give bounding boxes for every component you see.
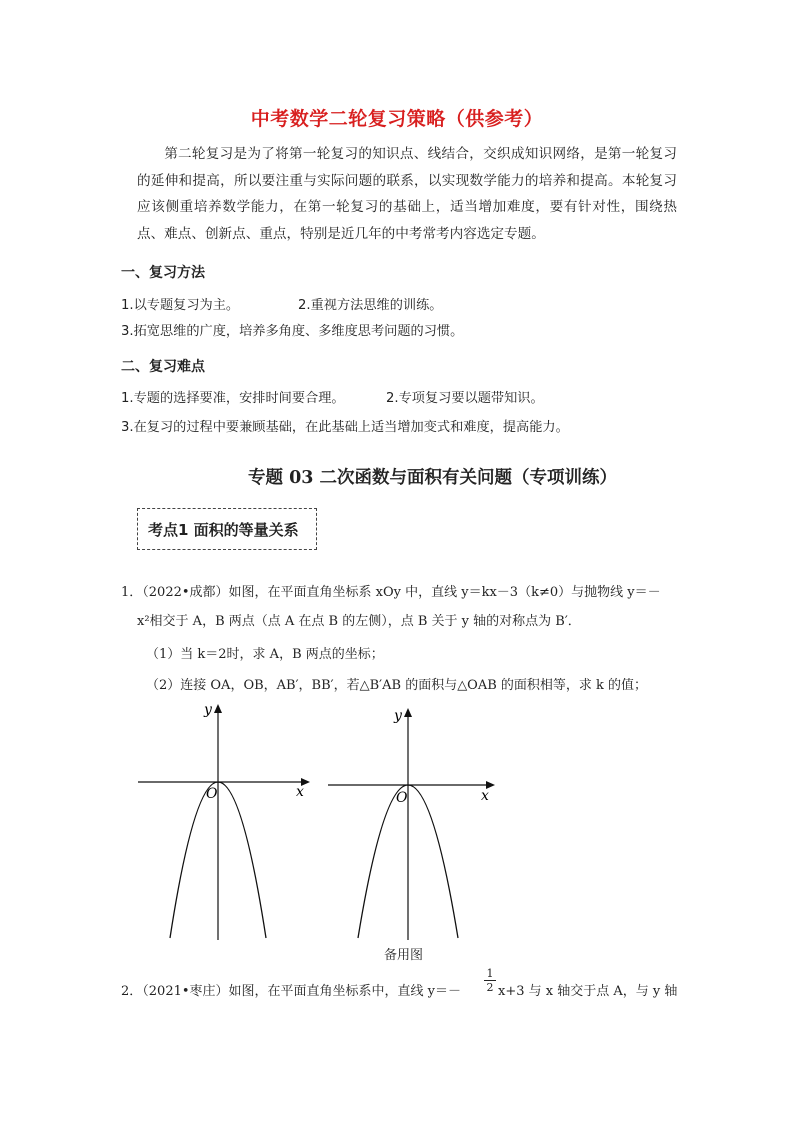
x-axis-label: x (296, 784, 304, 800)
q1-line1: 1．（2022•成都）如图，在平面直角坐标系 xOy 中，直线 y＝kx－3（k≠0）与抛物线 y＝－ (121, 585, 661, 600)
y-axis-label: y (204, 702, 212, 718)
figure-caption: 备用图 (384, 948, 424, 963)
section2-heading: 二、复习难点 (121, 359, 205, 375)
y-axis-arrow (214, 704, 222, 713)
x-axis-label: x (481, 788, 489, 804)
page-title: 中考数学二轮复习策略（供参考） (250, 108, 544, 130)
q1-line2: x²相交于 A，B 两点（点 A 在点 B 的左侧），点 B 关于 y 轴的对称点为 B′． (137, 614, 581, 629)
section2-item-3: 3.在复习的过程中要兼顾基础，在此基础上适当增加变式和难度，提高能力。 (121, 420, 569, 435)
section1-item-1: 1.以专题复习为主。 (121, 298, 240, 313)
fraction-denominator: 2 (486, 981, 494, 994)
y-axis-arrow (404, 708, 412, 717)
origin-label: O (396, 790, 408, 806)
kaodian-label: 考点1 面积的等量关系 (148, 521, 299, 539)
topic-title: 专题 03 二次函数与面积有关问题（专项训练） (248, 468, 618, 488)
section2-item-1: 1.专题的选择要准，安排时间要合理。 (121, 391, 345, 406)
section2-item-2: 2.专项复习要以题带知识。 (386, 391, 544, 406)
q2-line-after: x+3 与 x 轴交于点 A，与 y 轴 (498, 984, 678, 999)
section1-item-2: 2.重视方法思维的训练。 (298, 298, 443, 313)
kaodian-box (137, 508, 317, 550)
parabola-graph-1 (138, 700, 318, 945)
q1-part2: （2）连接 OA，OB，AB′，BB′，若△B′AB 的面积与△OAB 的面积相等，求 k 的值； (146, 678, 648, 693)
parabola-graph-2 (328, 700, 508, 945)
section1-heading: 一、复习方法 (121, 265, 205, 281)
q2-line-before: 2．（2021•枣庄）如图，在平面直角坐标系中，直线 y＝－ (121, 984, 461, 999)
section1-item-3: 3.拓宽思维的广度，培养多角度、多维度思考问题的习惯。 (121, 324, 464, 339)
fraction-numerator: 1 (486, 967, 494, 980)
origin-label: O (206, 786, 218, 802)
y-axis-label: y (394, 708, 402, 724)
q1-part1: （1）当 k＝2时，求 A，B 两点的坐标； (146, 647, 384, 662)
q2-fraction (484, 968, 496, 993)
intro-paragraph: 第二轮复习是为了将第一轮复习的知识点、线结合，交织成知识网络，是第一轮复习的延伸和提高，所以要注重与实际问题的联系，以实现数学能力的培养和提高。本轮复习应该侧重培养数学能力，在第一轮复习的基础上，适当增加难度，要有针对性，围绕热点、难点、创新点、重点，特别是近几年的中考常考内容选定专题。 (137, 146, 677, 242)
